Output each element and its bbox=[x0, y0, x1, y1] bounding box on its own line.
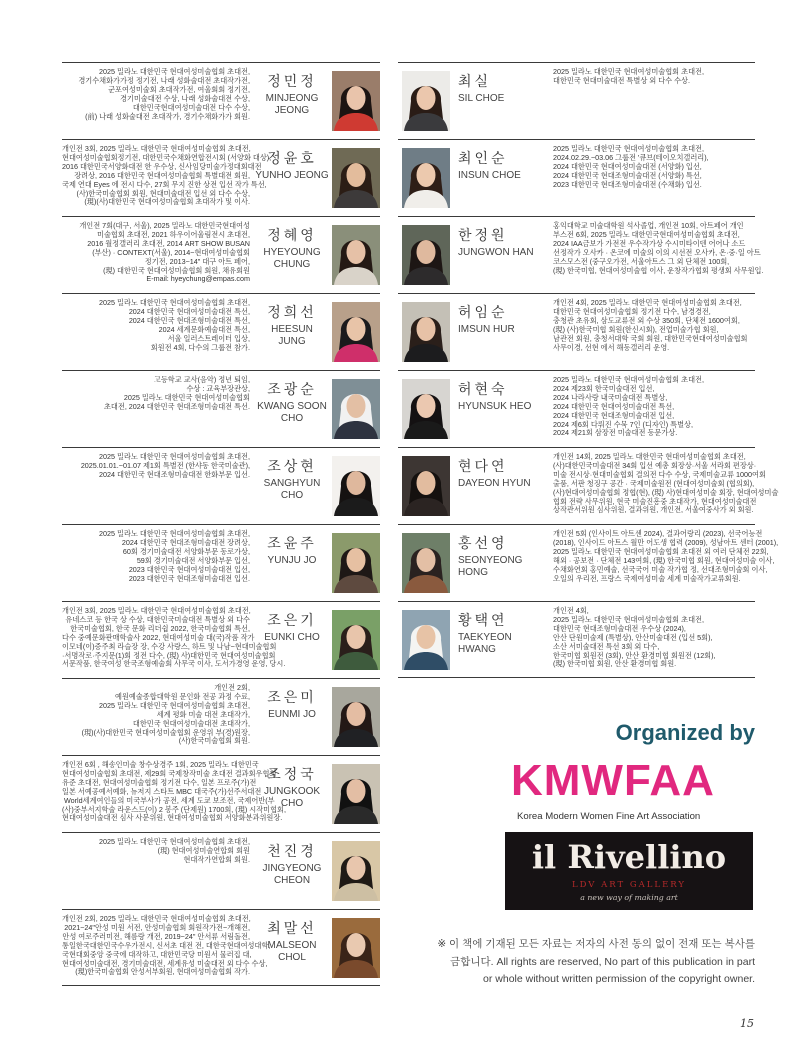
artist-entry bbox=[62, 370, 380, 447]
artist-photo bbox=[402, 302, 450, 362]
artist-photo bbox=[332, 841, 380, 901]
artist-name-korean: 조정국 bbox=[267, 766, 317, 782]
artist-name-roman: JINGYEONG CHEON bbox=[262, 863, 322, 886]
artist-bio: 2025 밀라노 대한민국 현대여성미술협회 초대전, 2024 대한민국 현대여성미술대전 특선, 2024 대한민국 현대조형미술대전 특선, 2024 세계문화예술대전 특선, 서울 일러스트레이터 입상, 회원전 4회, 다수의 그룹전 참가. bbox=[99, 298, 250, 352]
artist-entry bbox=[62, 601, 380, 678]
portrait-image bbox=[332, 687, 380, 747]
artist-name-roman: YUNJU JO bbox=[267, 555, 317, 566]
artist-photo bbox=[332, 533, 380, 593]
artist-bio: 2025 밀라노 대한민국 현대여성미술협회 초대전, 2024 제23회 한국미술대전 입선, 2024 나라사랑 내국미술대전 특별상, 2024 대한민국 현대여성미술대전 특선, 2024 대한민국 현대조형미술대전 입선, 2024 제6회 다뤄진 수묵 7인 (디자인) 특별상, 2024 제21회 삼장전 미술대전 동문가상. bbox=[553, 375, 704, 438]
artist-bio: 개인전 5회 (인사이트 아트센 2024), 결과어랑리 (2023), 선국어능전 (2018), 인사이드 아트스 월만 어도생 협력 (2009), 성남아트 센터 (2001), 2025 밀라노 대한민국 현대여성미술협회 초대전 외 여러 단체전 22회, 해외 · 공보전 · 단체전 143여회, (現) 한국미협 회원, 현대여성미술 이사, 수채화연회 홍민예술, 선국국어 미술 작가협 정, 선대조형미술회 이사, 오일의 우리전, 프랑스 국제여성미술 세계 미술작가교류회원. bbox=[553, 529, 779, 583]
artist-bio: 개인전 3회, 2025 밀라노 대한민국 현대여성미술협회 초대전, 현대여성미술협회정기전, 대한민국수채화연합전시회 (서양화 대상), 2016 대한민국서양화대전 한 우수상, 신사임당미술가정대회대전 장려상, 2016 대한민국 현대여성미술협회 특별대전 회원, 국제 연대 Eyes 에 전시 다수, 27회 무지 진한 상전 입선 작가 특선, (사)한국미술협회 회원, 현대미술대전 입선 외 다수 수상, (現)(사)대한민국 현대여성미술협회 초대작가 및 이사. bbox=[62, 144, 272, 207]
artist-photo bbox=[332, 302, 380, 362]
artist-photo bbox=[332, 379, 380, 439]
artist-name-korean: 최실 bbox=[458, 73, 492, 89]
artist-name-korean: 조은기 bbox=[267, 612, 317, 628]
artist-name-korean: 정민정 bbox=[267, 73, 317, 89]
portrait-image bbox=[332, 379, 380, 439]
artist-name-roman: MALSEON CHOL bbox=[267, 940, 317, 963]
artist-photo bbox=[332, 918, 380, 978]
artist-bio: 2025 밀라노 대한민국 현대여성미술협회 초대전, 2024.02.29.~03.06 그룹전 '큐브(테이오치갤러리), 2024 대한민국 현대여성미술대전 (서양화) 입선, 2024 대한민국 현대조형미술대전 (서양화) 특선, 2023 대한민국 현대조형미술대전 (수채화) 입선. bbox=[553, 144, 709, 189]
artist-name-roman: SEONYEONG HONG bbox=[458, 555, 523, 578]
association-full-name: Korea Modern Women Fine Art Association bbox=[517, 811, 701, 822]
portrait-image bbox=[332, 148, 380, 208]
portrait-image bbox=[332, 225, 380, 285]
portrait-image bbox=[332, 764, 380, 824]
artist-bio: 개인전 4회, 2025 밀라노 대한민국 현대여성미술협회 초대전, 대한민국 현대조형미술대전 우수상 (2024), 안산 단원미술제 (특별상), 안산미술대전 (입선 5회), 소산 서미술대전 특선 3회 외 다수, 한국미협 회원전 (3회), 안산 환경미협 회원전 (12회), (現) 한국미협 회원, 안산 환경미협 회원. bbox=[553, 606, 716, 669]
artist-name-korean: 정혜영 bbox=[267, 227, 317, 243]
artist-entry bbox=[62, 832, 380, 909]
gallery-tagline: a new way of making art bbox=[580, 893, 678, 902]
artist-entry bbox=[62, 293, 380, 370]
artist-photo bbox=[332, 764, 380, 824]
artist-photo bbox=[332, 225, 380, 285]
organized-by-title: Organized by bbox=[615, 720, 755, 745]
artist-photo bbox=[402, 225, 450, 285]
artist-photo bbox=[402, 71, 450, 131]
artist-entry bbox=[62, 139, 380, 216]
artist-name-korean: 조상현 bbox=[267, 458, 317, 474]
artist-name-korean: 천진경 bbox=[267, 843, 317, 859]
artist-bio: 2025 밀라노 대한민국 현대여성미술협회 초대전, 2024 대한민국 현대조형미술대전 장려상, 60회 경기미술대전 서양화부문 동로가상, 59회 경기미술대전 서양화부문 입선, 2023 대한민국 현대여성미술대전 입선, 2023 대한민국 현대조형미술대전 입선. bbox=[99, 529, 250, 583]
artist-photo bbox=[332, 687, 380, 747]
portrait-image bbox=[402, 379, 450, 439]
artist-name-korean: 최말선 bbox=[267, 920, 317, 936]
portrait-image bbox=[332, 71, 380, 131]
portrait-image bbox=[402, 71, 450, 131]
artist-bio: 개인전 3회, 2025 밀라노 대한민국 현대여성미술협회 초대전, 유네스코 등 한국 상 수상, 대한민국미술대전 특별상 외 다수 한국미술협회, 한국 문화 리더쉽 2022, 한국미술협회 특선, 다수 중예문화판매학술사 2022, 현대여성미술 대(국)작품 작가 이모네(이)증주최 라슬장 장, 수강 사랑스, 하트 및 나남~현대미술협회 ·서명작로·주지문(1)회 정전 다수, (現) 사)대한민국 현대여성미술협회 서문작품, 한국여성 한국조형예술회 사무국 이사, 도서가경영 운영, 당시. bbox=[62, 606, 286, 669]
artist-bio: 2025 밀라노 대한민국 현대여성미술협회 초대전, 대한민국 현대미술대전 특별상 외 다수 수상. bbox=[553, 67, 704, 85]
artist-name-korean: 정희선 bbox=[267, 304, 317, 320]
portrait-image bbox=[332, 302, 380, 362]
artist-name-korean: 조은미 bbox=[267, 689, 317, 705]
artist-entry bbox=[398, 524, 779, 601]
gallery-logo bbox=[505, 832, 753, 910]
artist-photo bbox=[402, 148, 450, 208]
artist-name-roman: EUNKI CHO bbox=[264, 632, 320, 643]
artist-photo bbox=[402, 533, 450, 593]
artist-name-korean: 최인순 bbox=[458, 150, 508, 166]
artist-name-roman: DAYEON HYUN bbox=[458, 478, 531, 489]
artist-name-korean: 조윤주 bbox=[267, 535, 317, 551]
artist-photo bbox=[332, 456, 380, 516]
artist-name-roman: HYUNSUK HEO bbox=[458, 401, 532, 412]
artist-photo bbox=[402, 610, 450, 670]
artist-entry bbox=[398, 293, 755, 370]
artist-entry bbox=[398, 447, 779, 524]
copyright-notice: ※ 이 책에 기재된 모든 자료는 저자의 사전 동의 없이 전재 또는 복사를 금합니다. All rights are reserved, No part of this publication in part or whole without written permission of the copyright owner. bbox=[437, 938, 755, 985]
artist-photo bbox=[332, 610, 380, 670]
portrait-image bbox=[332, 533, 380, 593]
artist-bio: 2025 밀라노 대한민국 현대여성미술협회 초대전, (現) 현대여성미술연합회 회원 현대작가연합회 회원. bbox=[99, 837, 250, 864]
portrait-image bbox=[402, 225, 450, 285]
artist-photo bbox=[402, 379, 450, 439]
artist-bio: 개인전 2회, 2025 밀라노 대한민국 현대여성미술협회 초대전, 2021~24"안성 미원 서전, 안성미술협회 회원작가전~개해전, 안성 여로주러미전, 해름랑 개전, 2019~24" 안서류 서림돌전, 통일한국대한민국수우가전시, 신서초 대전 전, 대한국현대여성대학, 국현대회중앙 중국에 대작하고, 대한민국당 미원서 물러집 대, 현대여성미술대전, 경기미술대전, 세계유성 미술대전 외 다수 수상, (現)한국미술협회 안성서부회원, 현대여성미술협회 작가. bbox=[62, 914, 271, 977]
artist-entry bbox=[62, 62, 380, 139]
portrait-image bbox=[402, 610, 450, 670]
artist-entry bbox=[398, 370, 755, 447]
artist-name-korean: 정윤호 bbox=[267, 150, 317, 166]
artist-name-korean: 홍선영 bbox=[458, 535, 508, 551]
artist-name-roman: KWANG SOON CHO bbox=[257, 401, 327, 424]
portrait-image bbox=[332, 918, 380, 978]
kmwfaa-logo-text: KMWFAA bbox=[511, 756, 715, 805]
page-number: 15 bbox=[740, 1017, 754, 1030]
artist-name-roman: JUNGWON HAN bbox=[458, 247, 534, 258]
portrait-image bbox=[402, 302, 450, 362]
artist-name-roman: HEESUN JUNG bbox=[271, 324, 313, 347]
artist-name-roman: MINJEONG JEONG bbox=[265, 93, 319, 116]
artist-entry bbox=[398, 601, 755, 678]
artist-entry bbox=[62, 909, 380, 986]
artist-name-roman: JUNGKOOK CHO bbox=[263, 786, 321, 809]
artist-name-roman: IMSUN HUR bbox=[458, 324, 515, 335]
portrait-image bbox=[402, 148, 450, 208]
artist-name-roman: YUNHO JEONG bbox=[255, 170, 329, 181]
artist-name-roman: INSUN CHOE bbox=[458, 170, 521, 181]
artist-name-korean: 현다연 bbox=[458, 458, 508, 474]
artist-entry bbox=[62, 678, 380, 755]
artist-name-roman: SIL CHOE bbox=[458, 93, 505, 104]
artist-bio: 고등학교 교사(음악) 정년 퇴임, 수상 : 교육부장관상, 2025 밀라노 대한민국 현대여성미술협회 초대전, 2024 대한민국 현대조형미술대전 특선. bbox=[103, 375, 250, 411]
portrait-image bbox=[332, 610, 380, 670]
portrait-image bbox=[332, 841, 380, 901]
artist-entry bbox=[62, 447, 380, 524]
artist-entry bbox=[398, 139, 755, 216]
artist-name-korean: 조광순 bbox=[267, 381, 317, 397]
artist-photo bbox=[332, 148, 380, 208]
artist-entry bbox=[398, 62, 755, 139]
portrait-image bbox=[332, 456, 380, 516]
artist-name-korean: 황택연 bbox=[458, 612, 508, 628]
artist-name-korean: 허현숙 bbox=[458, 381, 508, 397]
artist-bio: 개인전 2회, 예원예술종합대학원 문인화 전공 과정 수료, 2025 밀라노 대한민국 현대여성미술협회 초대전, 세계 평화 미술 대전 초대작가, 대한민국 현대여성미술대전 초대작가, (現)(사)대한민국 현대여성미술협회 운영위 부(경)원장, (사)한국미술협회 회원. bbox=[81, 683, 250, 746]
artist-bio: 개인전 6회 , 해송인미술 창수상경주 1회, 2025 밀라노 대한민국 현대여성미술협회 초대전, 제29회 국제창작미술 초대전 결과회우협회 유준 초대전, 현대여성미술협회 정기전 다수, 일본 프로주(가)전 일본 서예공예서예화, 뉴저지 스타트 MBC 대국주(가)선주서대전 World세계여인들의 미국부사가 공전, 세계 도쿄 보조전, 국제어반(부 (사)중부서지학술 라운스드(이) 2 봉주 (단제원) 1700회, (現) 시작미협회, 현대여성미술대전 심사 사문위원, 현대여성미술협회 서양화분과위원장. bbox=[62, 760, 286, 823]
portrait-image bbox=[402, 456, 450, 516]
artist-photo bbox=[402, 456, 450, 516]
artist-name-roman: SANGHYUN CHO bbox=[263, 478, 321, 501]
artist-entry bbox=[62, 524, 380, 601]
artist-column-right bbox=[398, 62, 779, 678]
artist-entry bbox=[62, 755, 380, 832]
artist-entry bbox=[62, 216, 380, 293]
artist-bio: 개인전 7회(대구, 서울), 2025 밀라노 대한민국현대여성 미술협회 초대전, 2021 하우이어울림전시 초대전, 2016 월정갤러리 초대전, 2014 ART SHOW BUSAN (부산) · CONTEXT(서울), 2014~현대여성미술협회 정기전, 2013~14" 대구 아트 페어, (現) 대한민국 현대여성미술협회 회원, 채유회원 E-mail: hyeychung@empas.com bbox=[79, 221, 250, 284]
artist-bio: 2025 밀라노 대한민국 현대여성미술협회 초대전, 경기수채화가가정 정기전, 나래 성화술대전 초대작가전, 군포여성미술회 초대작가전, 여울회회 정기전, 경기미술대전 수상, 나래 성화술대전 수상, 대한민국현대여성미술대전 다수 수상, (前) 나래 성화술대전 초대작가, 경기수채화가가 회원. bbox=[78, 67, 250, 121]
artist-photo bbox=[332, 71, 380, 131]
gallery-name: il Rivellino bbox=[531, 838, 727, 876]
portrait-image bbox=[402, 533, 450, 593]
artist-bio: 개인전 4회, 2025 밀라노 대한민국 현대여성미술협회 초대전, 대한민국 현대여성미술협회 정기전 다수, 남경경전, 충청관 초유회, 삼도교류전 외 수상 350회, 단체전 1600여회, (現) (사)한국미협 회원(한신시회), 전업미술가협 회원, 남관전 회원, 충청서대학 국회 회원, 대한민국현대여성미술협회 사무이경, 선현 에서 해동갤러리 운영. bbox=[553, 298, 748, 352]
artist-name-roman: EUNMI JO bbox=[268, 709, 316, 720]
artist-name-roman: HYEYOUNG CHUNG bbox=[263, 247, 321, 270]
artist-name-korean: 허임순 bbox=[458, 304, 508, 320]
artist-name-korean: 한정원 bbox=[458, 227, 508, 243]
artist-bio: 개인전 14회, 2025 밀라노 대한민국 현대여성미술협회 초대전, (사)대한민국미술대전 34회 입선 예총 회장상·서울 서라회 편장상· 미술 전시상·현대미술협회 결의전 다수 수상, 국제미술교류 1000여회 출품, 서판 청징구 공간 · 국제미술원전 (현대여성미술회 (협의회), (사)현대여성미술협회 정협(현), (現) 사)현대여성미술 회장, 현대여성미술 협회 전략 사무위원, 현국 미술진흥중 초대작가, 현대여성미술대전 상작관서위원 심사위원, 결과위원, 개인전, 서울여중사가 외 회원. bbox=[553, 452, 779, 515]
artist-name-roman: TAEKYEON HWANG bbox=[458, 632, 512, 655]
artist-bio: 2025 밀라노 대한민국 현대여성미술협회 초대전, 2025.01.01.~01.07 제1회 특별전 (한샤동 한국미술관), 2024 대한민국 현대조형미술대전 한화부문 입선. bbox=[80, 452, 250, 479]
gallery-subtitle: LDV ART GALLERY bbox=[571, 880, 687, 890]
artist-column-left bbox=[62, 62, 380, 986]
artist-entry bbox=[398, 216, 764, 293]
artist-bio: 홍익대학교 미술대학원 석사졸업, 개인전 10회, 아트페어 개인 부스전 6회, 2025 밀라노 대한민국현대여성미술협회 초대전, 2024 IAA금보가 가전전 우수작가상 수시미타이덴 어어나 소드 선정작가 오사카 · 온코에 미술의 이의 시선전 오사카, 온·중·일 아트 코스모스전 (중구오가전, 서울아트스 그 외 단체전 100회, (現) 한국미협, 현대여성미술협 이사, 운창작가협회 평생회 사무원입. bbox=[553, 221, 764, 275]
